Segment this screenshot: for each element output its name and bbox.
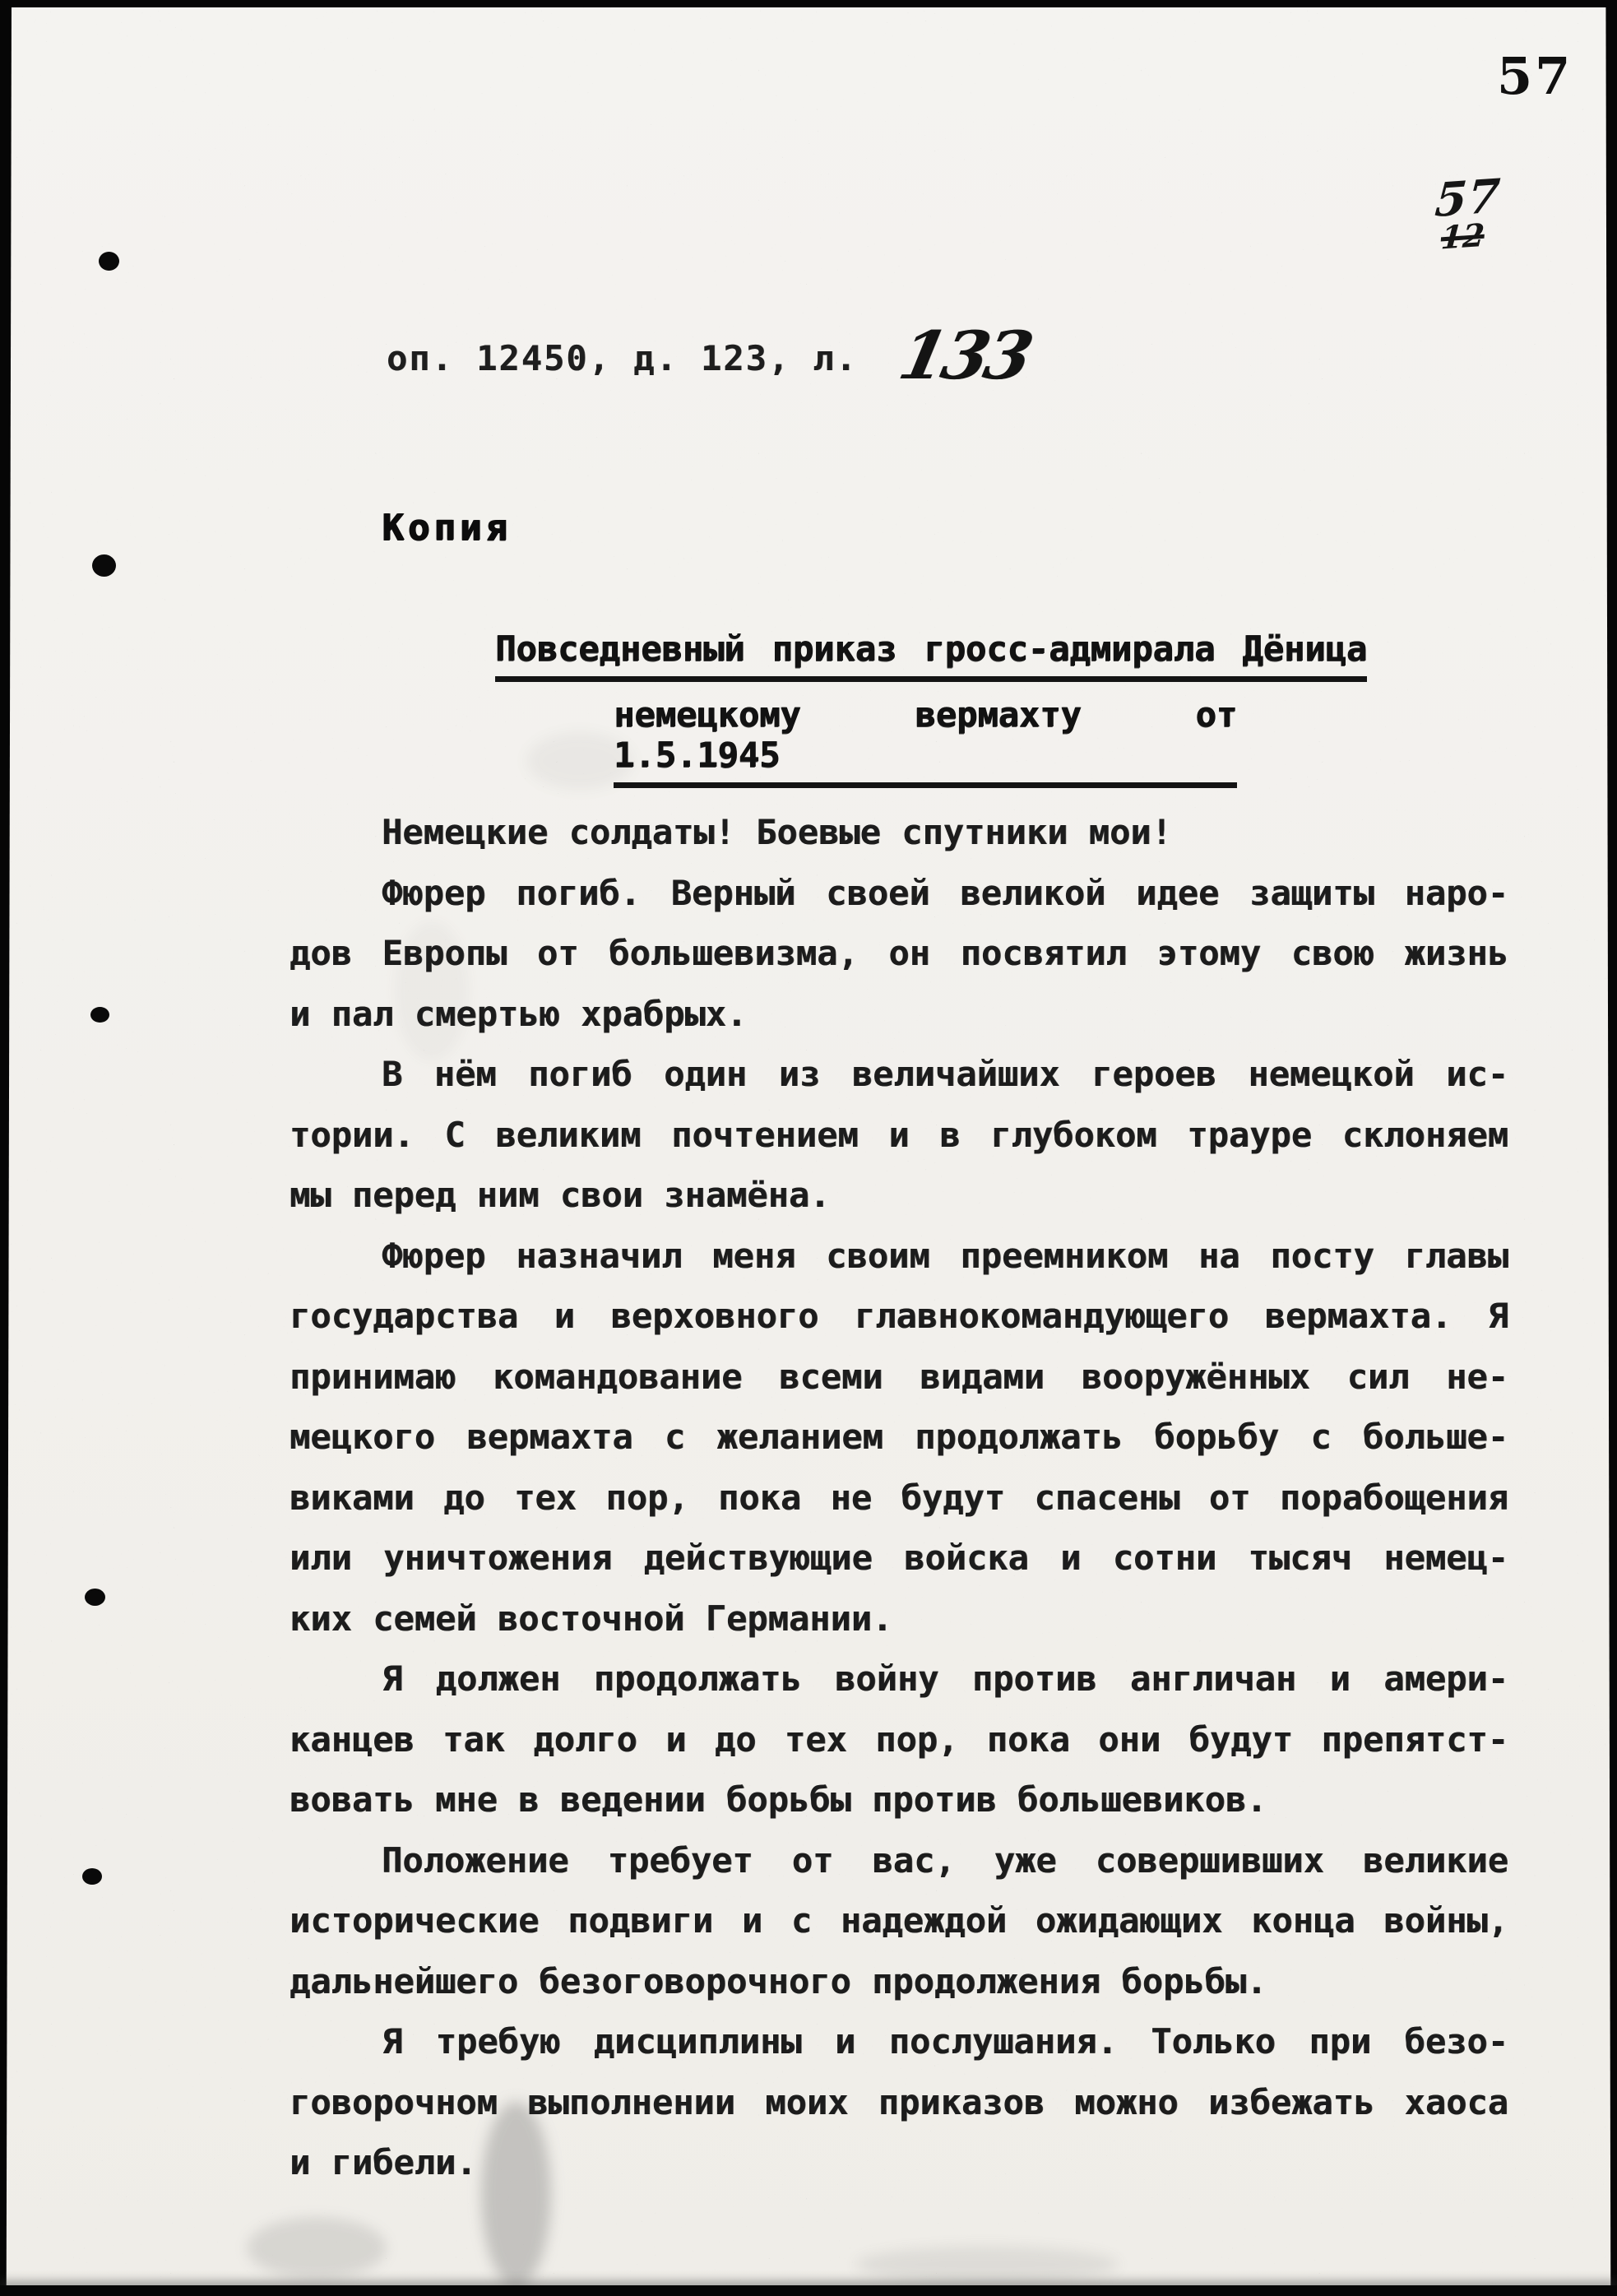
body-line: Немецкие солдаты! Боевые спутники мои! (382, 812, 1172, 852)
leaf-number-handwritten: 133 (892, 317, 1037, 394)
smudge (247, 2217, 387, 2279)
scan-edge-bottom (0, 2285, 1617, 2296)
body-line: вовать мне в ведении борьбы против большевиков. (290, 1779, 1267, 1820)
scan-edge-right (1604, 0, 1617, 2296)
body-line: дальнейшего безоговорочного продолжения борьбы. (290, 1960, 1267, 2001)
scan-edge-top (0, 0, 1617, 7)
ink-dot (92, 554, 116, 577)
body-line: канцев так долго и до тех пор, пока они будут препятст- (290, 1719, 1508, 1760)
body-line: Фюрер назначил меня своим преемником на посту главы (382, 1235, 1508, 1276)
copy-label: Копия (382, 507, 512, 549)
body-line: Я должен продолжать войну против англичан и амери- (382, 1658, 1508, 1699)
archive-reference-typed: оп. 12450, д. 123, л. (387, 338, 859, 378)
body-line: Я требую дисциплины и послушания. Только при безо- (382, 2021, 1508, 2062)
body-line: говорочном выполнении моих приказов можно избежать хаоса (290, 2081, 1508, 2122)
body-line: мы перед ним свои знамёна. (290, 1175, 831, 1215)
handwritten-number-struck: 12 (1439, 216, 1486, 257)
document-title-line1: Повседневный приказ гросс-адмирала Дёница (495, 629, 1367, 682)
body-line: исторические подвиги и с надеждой ожидающих конца войны, (290, 1900, 1508, 1941)
ink-dot (90, 1007, 109, 1023)
scan-edge-left (0, 0, 12, 2296)
archive-reference (387, 317, 1037, 394)
body-line: государства и верховного главнокомандующего вермахта. Я (290, 1296, 1508, 1336)
body-line: дов Европы от большевизма, он посвятил этому свою жизнь (290, 933, 1508, 973)
body-line: ких семей восточной Германии. (290, 1598, 893, 1639)
body-line: тории. С великим почтением и в глубоком трауре склоняем (290, 1114, 1508, 1155)
page-number: 57 (1497, 46, 1573, 106)
smudge (855, 2246, 1119, 2283)
body-line: Фюрер погиб. Верный своей великой идее защиты наро- (382, 872, 1508, 913)
handwritten-page-number (1434, 169, 1505, 256)
ink-dot (85, 1589, 105, 1606)
body-line: принимаю командование всеми видами вооружённых сил не- (290, 1356, 1508, 1397)
body-line: и гибели. (290, 2142, 477, 2182)
ink-dot (82, 1868, 102, 1885)
document-body (290, 802, 1508, 2193)
body-line: В нём погиб один из величайших героев немецкой ис- (382, 1054, 1508, 1094)
body-line: и пал смертью храбрых. (290, 993, 748, 1034)
ink-dot (99, 252, 119, 271)
body-line: мецкого вермахта с желанием продолжать борьбу с больше- (290, 1417, 1508, 1457)
body-line: Положение требует от вас, уже совершивших великие (382, 1839, 1508, 1881)
document-title-line2: немецкому вермахту от 1.5.1945 (614, 694, 1237, 788)
body-line: виками до тех пор, пока не будут спасены от порабощения (290, 1477, 1508, 1518)
handwritten-number: 57 (1433, 169, 1503, 229)
body-line: или уничтожения действующие войска и сотни тысяч немец- (290, 1538, 1508, 1578)
